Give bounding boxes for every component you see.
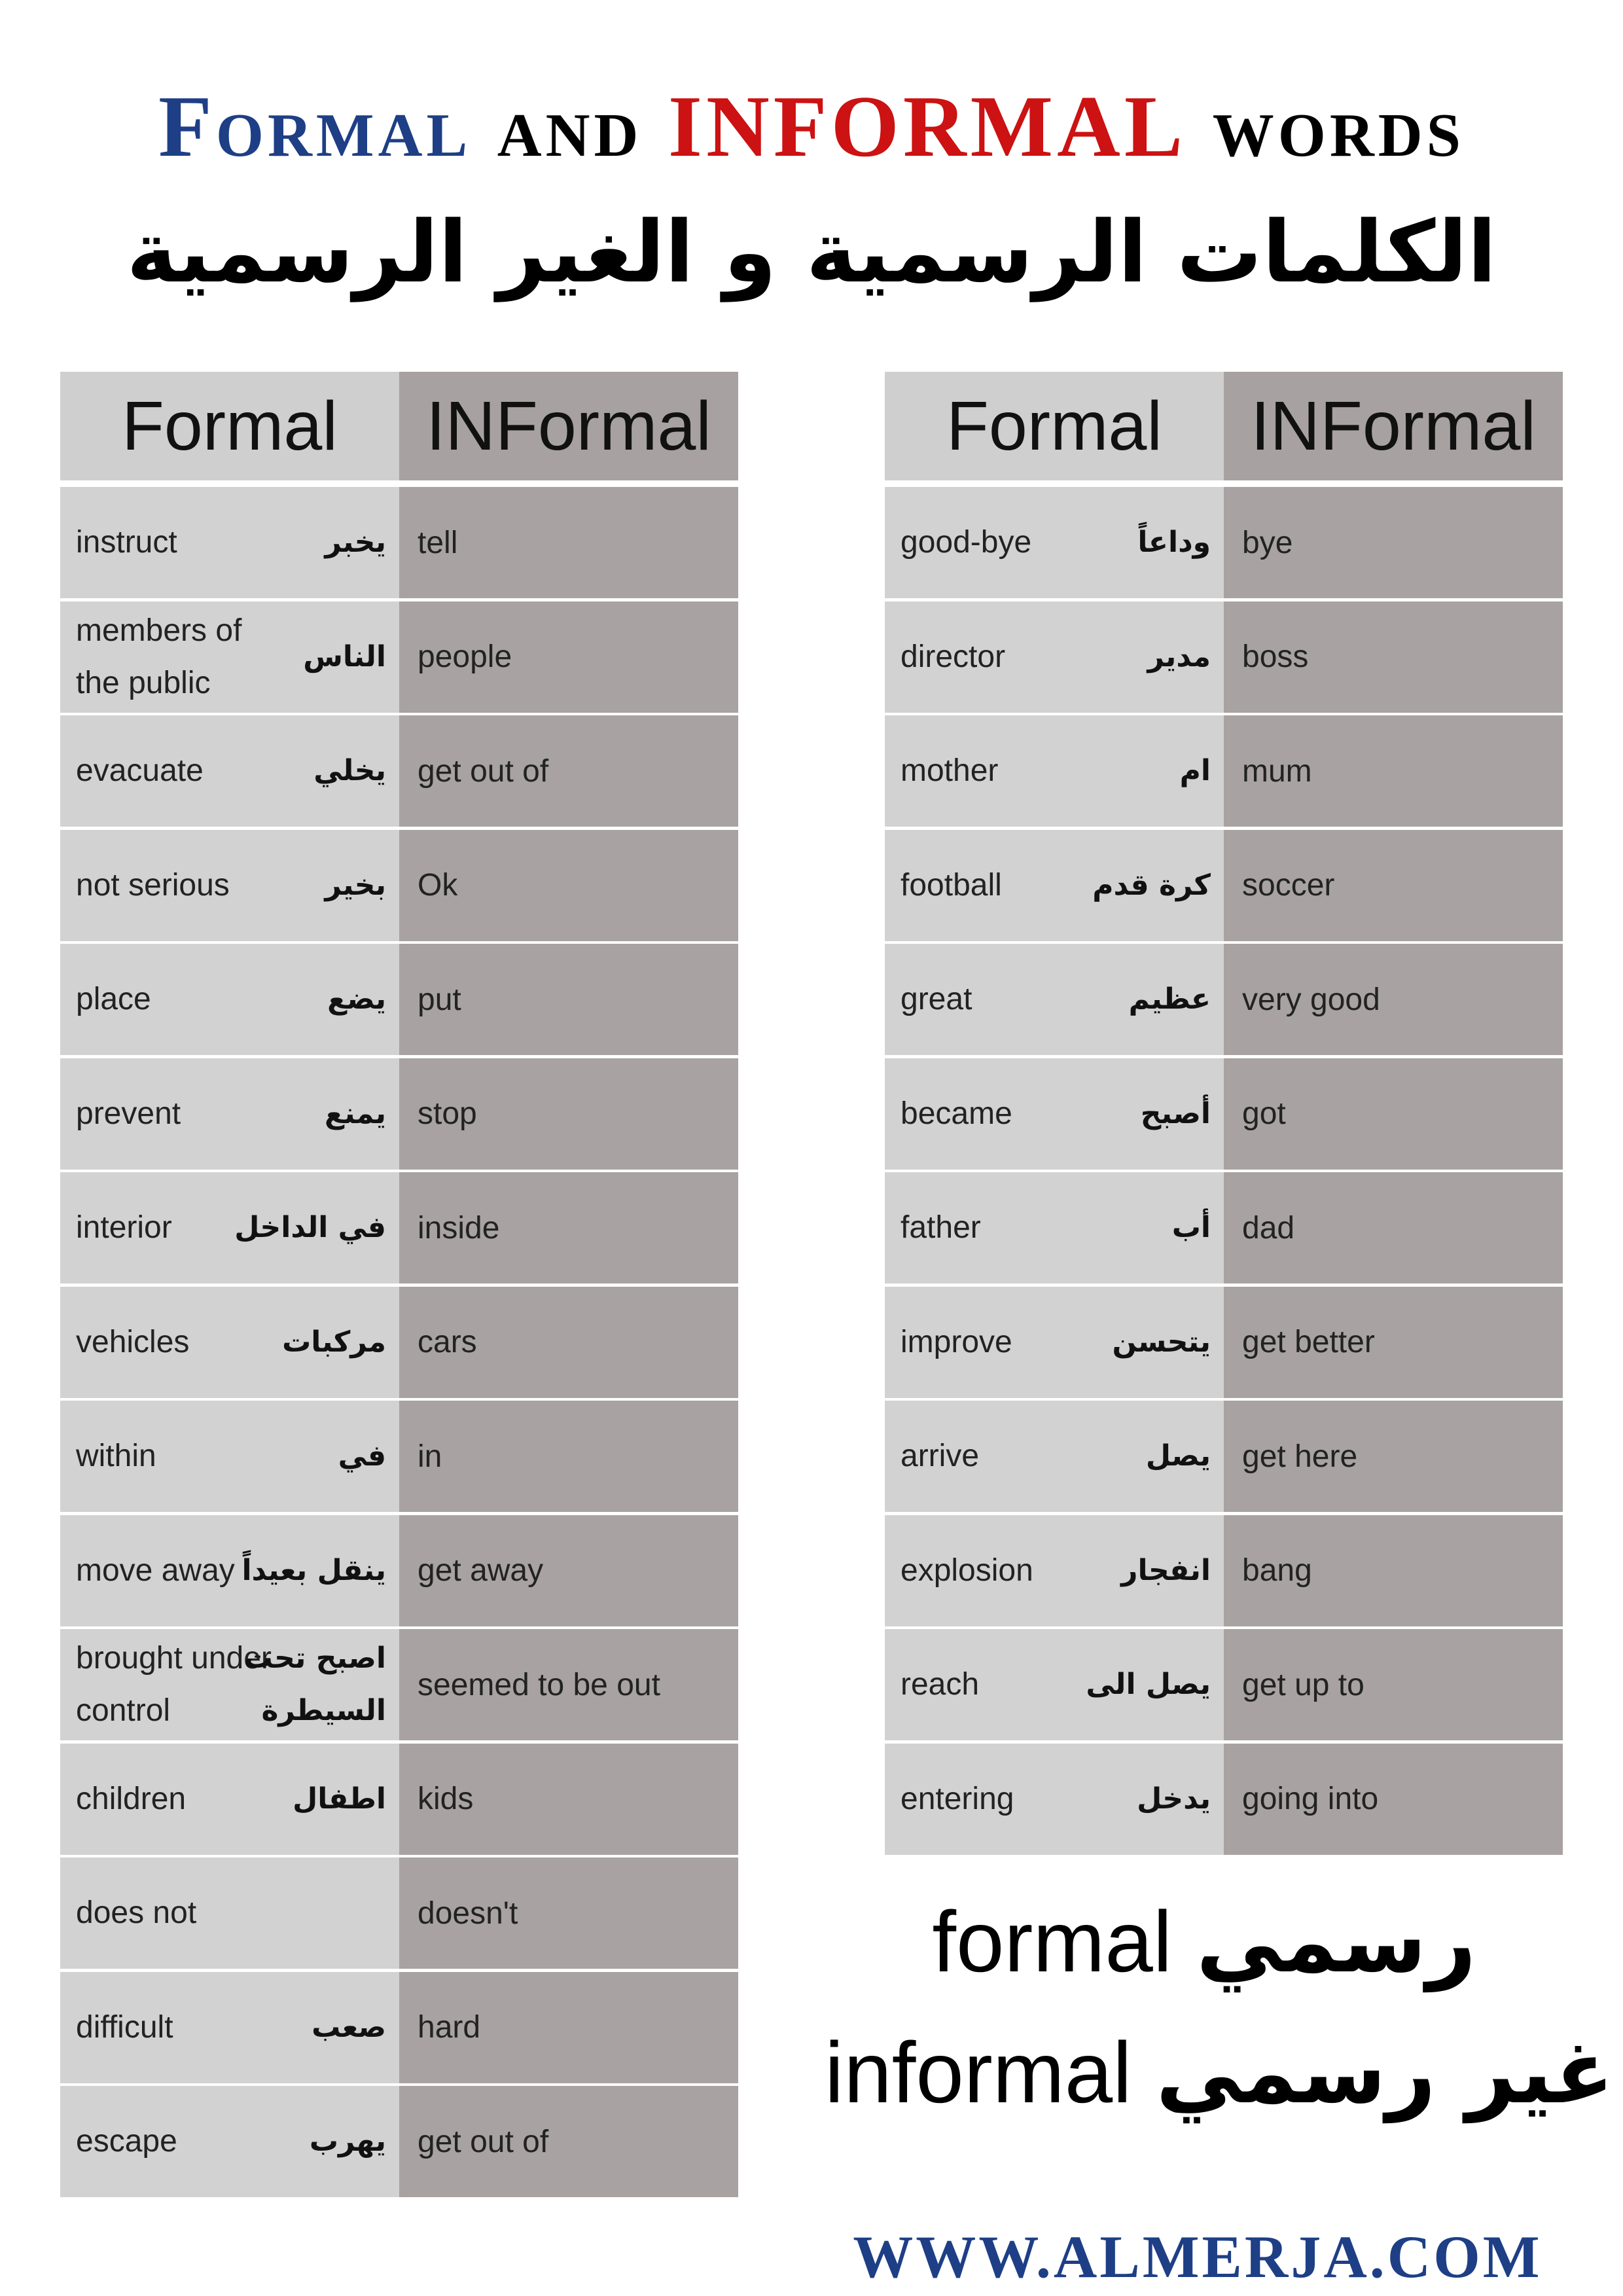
- informal-cell: [1224, 1629, 1563, 1740]
- arabic-translation: ينقل بعيداً: [241, 1553, 386, 1587]
- table-row: [885, 601, 1563, 713]
- left-vocabulary-table: [60, 372, 738, 2200]
- table-row: [885, 1287, 1563, 1398]
- formal-cell: [60, 1172, 399, 1283]
- formal-cell: [885, 1172, 1224, 1283]
- informal-word: very good: [1242, 982, 1380, 1017]
- formal-word: move away: [76, 1552, 235, 1588]
- table-header: [60, 372, 738, 480]
- informal-word: Ok: [418, 868, 458, 903]
- informal-word: get better: [1242, 1325, 1375, 1359]
- arabic-translation: أصبح: [1140, 1096, 1211, 1130]
- informal-cell: [399, 1287, 738, 1398]
- arabic-translation: اطفال: [293, 1782, 386, 1816]
- arabic-translation: أب: [1171, 1211, 1211, 1244]
- formal-cell: [60, 1058, 399, 1170]
- formal-word: does not: [76, 1895, 197, 1930]
- formal-cell: [885, 944, 1224, 1055]
- title-formal: Formal: [158, 78, 472, 175]
- informal-word: boss: [1242, 639, 1309, 674]
- table-row: [885, 1172, 1563, 1283]
- formal-cell: [60, 1515, 399, 1626]
- title-words: words: [1212, 78, 1465, 175]
- informal-word: in: [418, 1439, 442, 1474]
- formal-word: members of the public: [76, 613, 242, 700]
- informal-cell: [1224, 1401, 1563, 1512]
- informal-word: kids: [418, 1782, 474, 1816]
- arabic-subtitle: الكلمات الرسمية و الغير الرسمية: [126, 202, 1497, 302]
- formal-cell: [885, 1058, 1224, 1170]
- formal-cell: [60, 1629, 399, 1740]
- formal-word: not serious: [76, 867, 230, 903]
- informal-cell: [399, 1401, 738, 1512]
- table-row: [60, 1857, 738, 1969]
- table-row: [60, 1629, 738, 1740]
- table-row: [885, 715, 1563, 827]
- table-row: [60, 1058, 738, 1170]
- informal-cell: [1224, 1515, 1563, 1626]
- formal-word: reach: [901, 1667, 980, 1702]
- arabic-translation: مدير: [1147, 639, 1211, 673]
- table-row: [885, 944, 1563, 1055]
- table-row: [60, 601, 738, 713]
- formal-cell: [60, 2086, 399, 2197]
- table-row: [60, 1972, 738, 2083]
- table-row: [885, 487, 1563, 598]
- formal-cell: [885, 487, 1224, 598]
- informal-cell: [399, 1515, 738, 1626]
- arabic-translation: صعب: [312, 2010, 386, 2044]
- formal-word: good-bye: [901, 525, 1032, 560]
- arabic-translation: يتحسن: [1112, 1325, 1211, 1359]
- legend-formal-ar: رسمي: [1196, 1892, 1476, 1992]
- informal-word: bye: [1242, 525, 1293, 560]
- formal-word: brought under control: [76, 1641, 272, 1728]
- table-row: [885, 1401, 1563, 1512]
- informal-word: going into: [1242, 1782, 1379, 1816]
- header-formal: Formal: [60, 372, 399, 480]
- formal-word: father: [901, 1210, 981, 1245]
- informal-cell: [1224, 601, 1563, 713]
- arabic-translation: اصبح تحت السيطرة: [243, 1641, 386, 1727]
- table-row: [60, 1515, 738, 1626]
- informal-word: soccer: [1242, 868, 1335, 903]
- formal-word: vehicles: [76, 1324, 190, 1359]
- informal-cell: [1224, 1287, 1563, 1398]
- formal-cell: [885, 1287, 1224, 1398]
- table-row: [60, 1401, 738, 1512]
- table-row: [885, 1629, 1563, 1740]
- table-header: [885, 372, 1563, 480]
- formal-cell: [60, 830, 399, 941]
- header-informal: INFormal: [399, 372, 738, 480]
- table-row: [885, 1515, 1563, 1626]
- informal-word: tell: [418, 525, 458, 560]
- title-and: and: [497, 78, 643, 175]
- formal-cell: [885, 1401, 1224, 1512]
- legend-formal: [825, 1892, 1584, 1992]
- informal-cell: [1224, 1058, 1563, 1170]
- formal-cell: [60, 1857, 399, 1969]
- formal-word: football: [901, 867, 1002, 903]
- arabic-translation: وداعاً: [1137, 526, 1211, 559]
- formal-word: improve: [901, 1324, 1012, 1359]
- formal-cell: [885, 1629, 1224, 1740]
- arabic-translation: يخبر: [325, 526, 386, 559]
- table-row: [885, 1744, 1563, 1855]
- informal-cell: [399, 1972, 738, 2083]
- informal-word: get here: [1242, 1439, 1358, 1474]
- formal-cell: [60, 715, 399, 827]
- table-row: [60, 830, 738, 941]
- table-row: [60, 487, 738, 598]
- table-row: [60, 1172, 738, 1283]
- arabic-translation: في: [338, 1439, 386, 1473]
- arabic-translation: مركبات: [282, 1325, 386, 1359]
- informal-cell: [1224, 487, 1563, 598]
- formal-cell: [60, 601, 399, 713]
- informal-cell: [399, 830, 738, 941]
- informal-word: hard: [418, 2010, 481, 2045]
- arabic-translation: يصل: [1145, 1439, 1211, 1473]
- formal-word: within: [76, 1439, 156, 1473]
- formal-cell: [885, 601, 1224, 713]
- formal-word: great: [901, 982, 972, 1016]
- informal-cell: [399, 944, 738, 1055]
- informal-word: put: [418, 982, 461, 1017]
- formal-word: mother: [901, 753, 999, 788]
- arabic-translation: يهرب: [309, 2125, 386, 2158]
- informal-word: get up to: [1242, 1667, 1364, 1702]
- formal-word: escape: [76, 2124, 177, 2159]
- formal-cell: [60, 1744, 399, 1855]
- table-row: [60, 1287, 738, 1398]
- informal-word: doesn't: [418, 1895, 518, 1931]
- title-informal: INFORMAL: [668, 78, 1187, 175]
- informal-cell: [1224, 1744, 1563, 1855]
- arabic-translation: يمنع: [324, 1096, 386, 1130]
- arabic-translation: ام: [1179, 754, 1211, 787]
- informal-word: got: [1242, 1096, 1286, 1131]
- informal-cell: [399, 1172, 738, 1283]
- formal-word: difficult: [76, 2009, 173, 2045]
- formal-word: prevent: [76, 1096, 181, 1131]
- formal-cell: [60, 1287, 399, 1398]
- page-title: [0, 77, 1623, 175]
- informal-cell: [399, 1857, 738, 1969]
- informal-cell: [399, 1058, 738, 1170]
- informal-cell: [1224, 830, 1563, 941]
- arabic-translation: انفجار: [1121, 1553, 1211, 1587]
- table-row: [60, 944, 738, 1055]
- informal-word: mum: [1242, 753, 1312, 789]
- header-formal: Formal: [885, 372, 1224, 480]
- informal-cell: [399, 715, 738, 827]
- informal-cell: [1224, 1172, 1563, 1283]
- arabic-translation: يدخل: [1137, 1782, 1211, 1816]
- arabic-translation: الناس: [303, 639, 386, 673]
- formal-word: place: [76, 982, 151, 1016]
- informal-word: seemed to be out: [418, 1667, 660, 1702]
- table-row: [60, 1744, 738, 1855]
- informal-word: bang: [1242, 1553, 1312, 1588]
- arabic-translation: في الداخل: [234, 1211, 386, 1244]
- formal-word: evacuate: [76, 753, 204, 788]
- legend-formal-en: formal: [932, 1893, 1173, 1990]
- informal-cell: [399, 601, 738, 713]
- informal-cell: [399, 1629, 738, 1740]
- formal-word: interior: [76, 1210, 172, 1245]
- formal-word: director: [901, 639, 1006, 674]
- table-row: [60, 2086, 738, 2197]
- informal-cell: [1224, 944, 1563, 1055]
- informal-word: dad: [1242, 1210, 1295, 1246]
- formal-cell: [60, 944, 399, 1055]
- informal-word: inside: [418, 1210, 500, 1246]
- legend-informal: [825, 2022, 1614, 2123]
- informal-word: cars: [418, 1325, 477, 1359]
- formal-word: arrive: [901, 1439, 980, 1473]
- arabic-translation: يصل الى: [1086, 1668, 1211, 1701]
- informal-cell: [399, 1744, 738, 1855]
- formal-cell: [885, 830, 1224, 941]
- right-vocabulary-table: [885, 372, 1563, 1857]
- formal-cell: [60, 1401, 399, 1512]
- informal-word: get away: [418, 1553, 544, 1588]
- informal-word: stop: [418, 1096, 477, 1131]
- table-row: [60, 715, 738, 827]
- website-url[interactable]: WWW.ALMERJA.COM: [853, 2223, 1543, 2290]
- table-row: [885, 830, 1563, 941]
- formal-cell: [885, 1744, 1224, 1855]
- informal-cell: [399, 487, 738, 598]
- formal-word: became: [901, 1096, 1012, 1131]
- formal-word: entering: [901, 1781, 1014, 1816]
- arabic-translation: كرة قدم: [1092, 868, 1211, 902]
- informal-word: get out of: [418, 2124, 549, 2159]
- formal-word: explosion: [901, 1552, 1033, 1588]
- legend-informal-ar: غير رسمي: [1156, 2022, 1614, 2123]
- formal-cell: [60, 1972, 399, 2083]
- legend-informal-en: informal: [825, 2024, 1132, 2121]
- arabic-translation: بخير: [325, 868, 386, 902]
- arabic-translation: يخلي: [313, 754, 386, 787]
- formal-word: instruct: [76, 525, 177, 560]
- table-row: [885, 1058, 1563, 1170]
- header-informal: INFormal: [1224, 372, 1563, 480]
- informal-cell: [399, 2086, 738, 2197]
- formal-word: children: [76, 1781, 187, 1816]
- informal-cell: [1224, 715, 1563, 827]
- arabic-translation: عظيم: [1128, 982, 1211, 1016]
- informal-word: get out of: [418, 753, 549, 789]
- formal-cell: [60, 487, 399, 598]
- formal-cell: [885, 1515, 1224, 1626]
- informal-word: people: [418, 639, 512, 674]
- formal-cell: [885, 715, 1224, 827]
- arabic-translation: يضع: [327, 982, 386, 1016]
